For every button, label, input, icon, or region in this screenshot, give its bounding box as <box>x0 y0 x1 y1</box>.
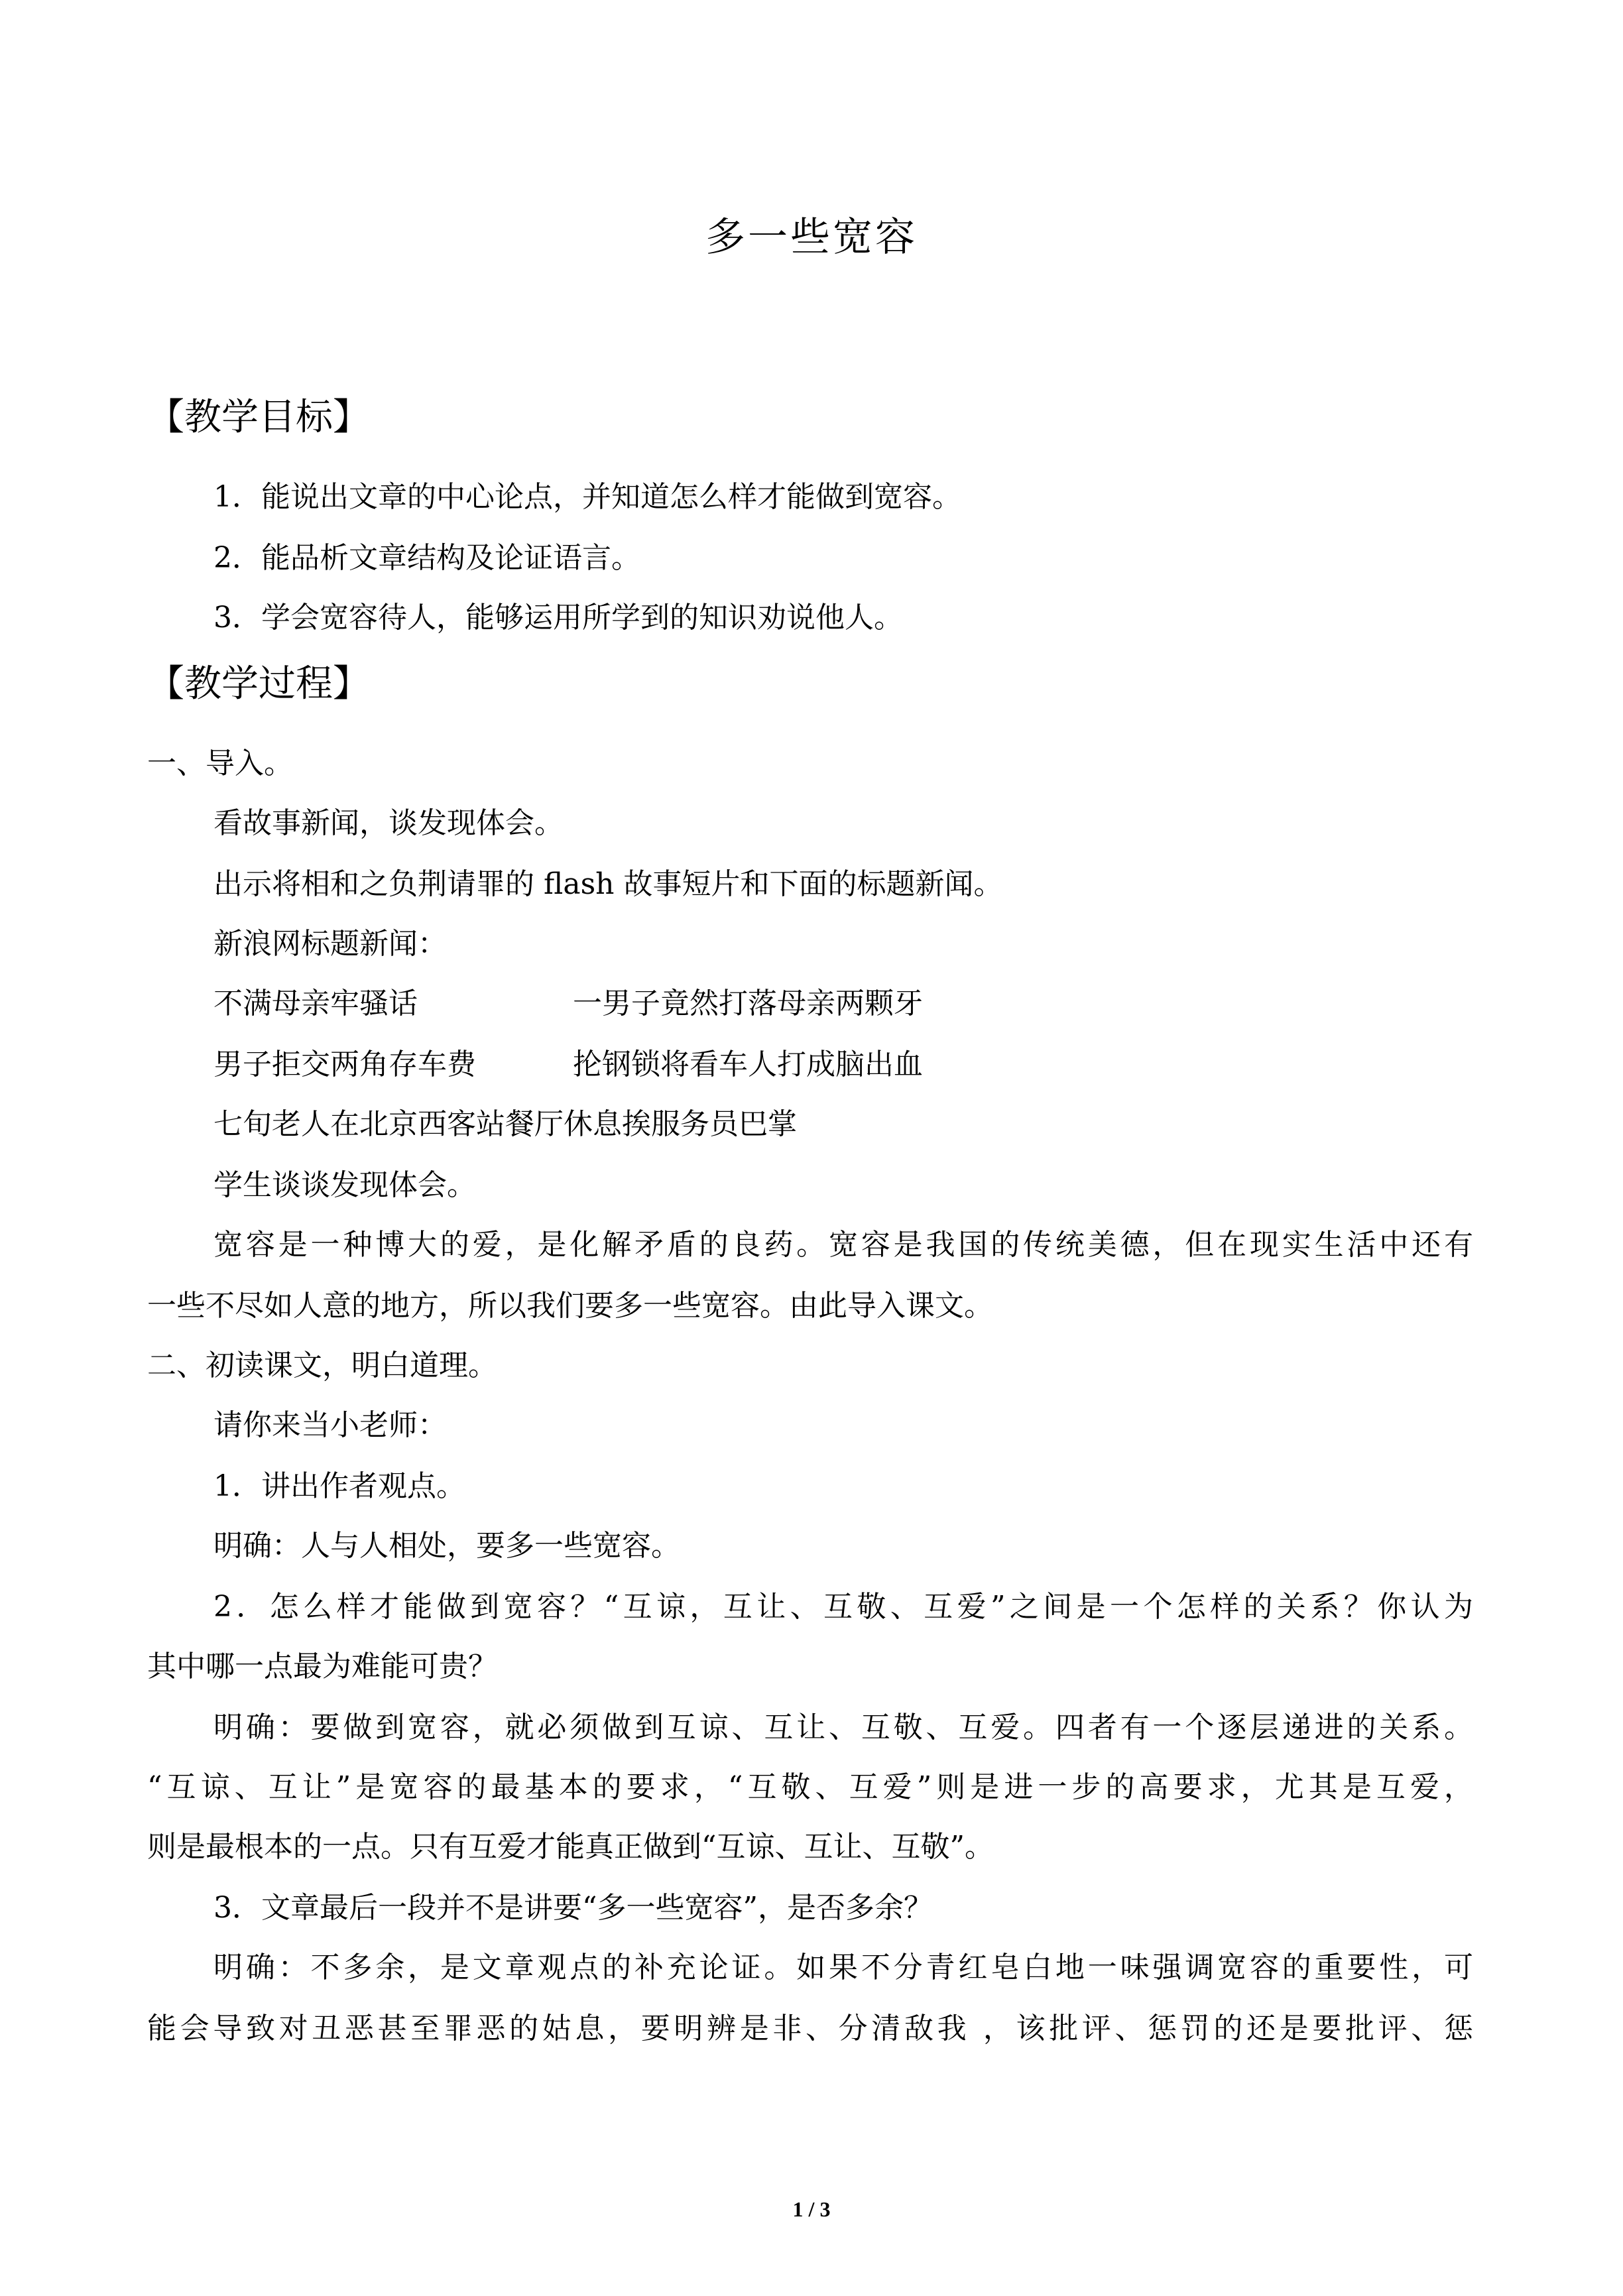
answer-line: 明确：要做到宽容，就必须做到互谅、互让、互敬、互爱。四者有一个逐层递进的关系。 <box>213 1711 1473 1744</box>
paragraph: 出示将相和之负荆请罪的 flash 故事短片和下面的标题新闻。 <box>213 867 1003 901</box>
page-title: 多一些宽容 <box>705 214 918 261</box>
objectives-heading: 【教学目标】 <box>147 396 370 439</box>
answer-line: 则是最根本的一点。只有互爱才能真正做到“互谅、互让、互敬”。 <box>147 1830 994 1864</box>
objective-item: 2．能品析文章结构及论证语言。 <box>213 541 640 575</box>
answer-line: 明确：不多余，是文章观点的补充论证。如果不分青红皂白地一味强调宽容的重要性，可 <box>213 1951 1473 1984</box>
question: 1．讲出作者观点。 <box>213 1469 465 1503</box>
question-line: 其中哪一点最为难能可贵？ <box>147 1650 497 1683</box>
objective-item: 1．能说出文章的中心论点，并知道怎么样才能做到宽容。 <box>213 480 961 514</box>
part2-heading: 二、初读课文，明白道理。 <box>147 1349 497 1382</box>
news-headline-right: 一男子竟然打落母亲两颗牙 <box>573 987 923 1020</box>
paragraph: 学生谈谈发现体会。 <box>213 1168 476 1202</box>
question-line: 2．怎么样才能做到宽容？“互谅，互让、互敬、互爱”之间是一个怎样的关系？你认为 <box>213 1590 1473 1624</box>
paragraph: 请你来当小老师： <box>213 1408 447 1442</box>
process-heading: 【教学过程】 <box>147 662 370 705</box>
part1-heading: 一、导入。 <box>147 747 293 780</box>
paragraph-line: 宽容是一种博大的爱，是化解矛盾的良药。宽容是我国的传统美德，但在现实生活中还有 <box>213 1228 1473 1262</box>
news-headline-left: 男子拒交两角存车费 <box>213 1048 476 1081</box>
page-number: 1 / 3 <box>792 2197 831 2221</box>
paragraph: 新浪网标题新闻： <box>213 927 447 961</box>
news-headline: 七旬老人在北京西客站餐厅休息挨服务员巴掌 <box>213 1107 797 1141</box>
paragraph-line: 一些不尽如人意的地方，所以我们要多一些宽容。由此导入课文。 <box>147 1289 993 1323</box>
answer-line: 能会导致对丑恶甚至罪恶的姑息，要明辨是非、分清敌我 ，该批评、惩罚的还是要批评、惩 <box>147 2012 1473 2045</box>
news-headline-right: 抡钢锁将看车人打成脑出血 <box>573 1048 923 1081</box>
paragraph: 看故事新闻，谈发现体会。 <box>213 806 564 840</box>
news-headline-left: 不满母亲牢骚话 <box>213 987 418 1020</box>
question: 3．文章最后一段并不是讲要“多一些宽容”，是否多余？ <box>213 1891 933 1925</box>
answer: 明确：人与人相处，要多一些宽容。 <box>213 1529 680 1563</box>
objective-item: 3．学会宽容待人，能够运用所学到的知识劝说他人。 <box>213 601 903 634</box>
answer-line: “互谅、互让”是宽容的最基本的要求，“互敬、互爱”则是进一步的高要求，尤其是互爱， <box>147 1770 1473 1804</box>
